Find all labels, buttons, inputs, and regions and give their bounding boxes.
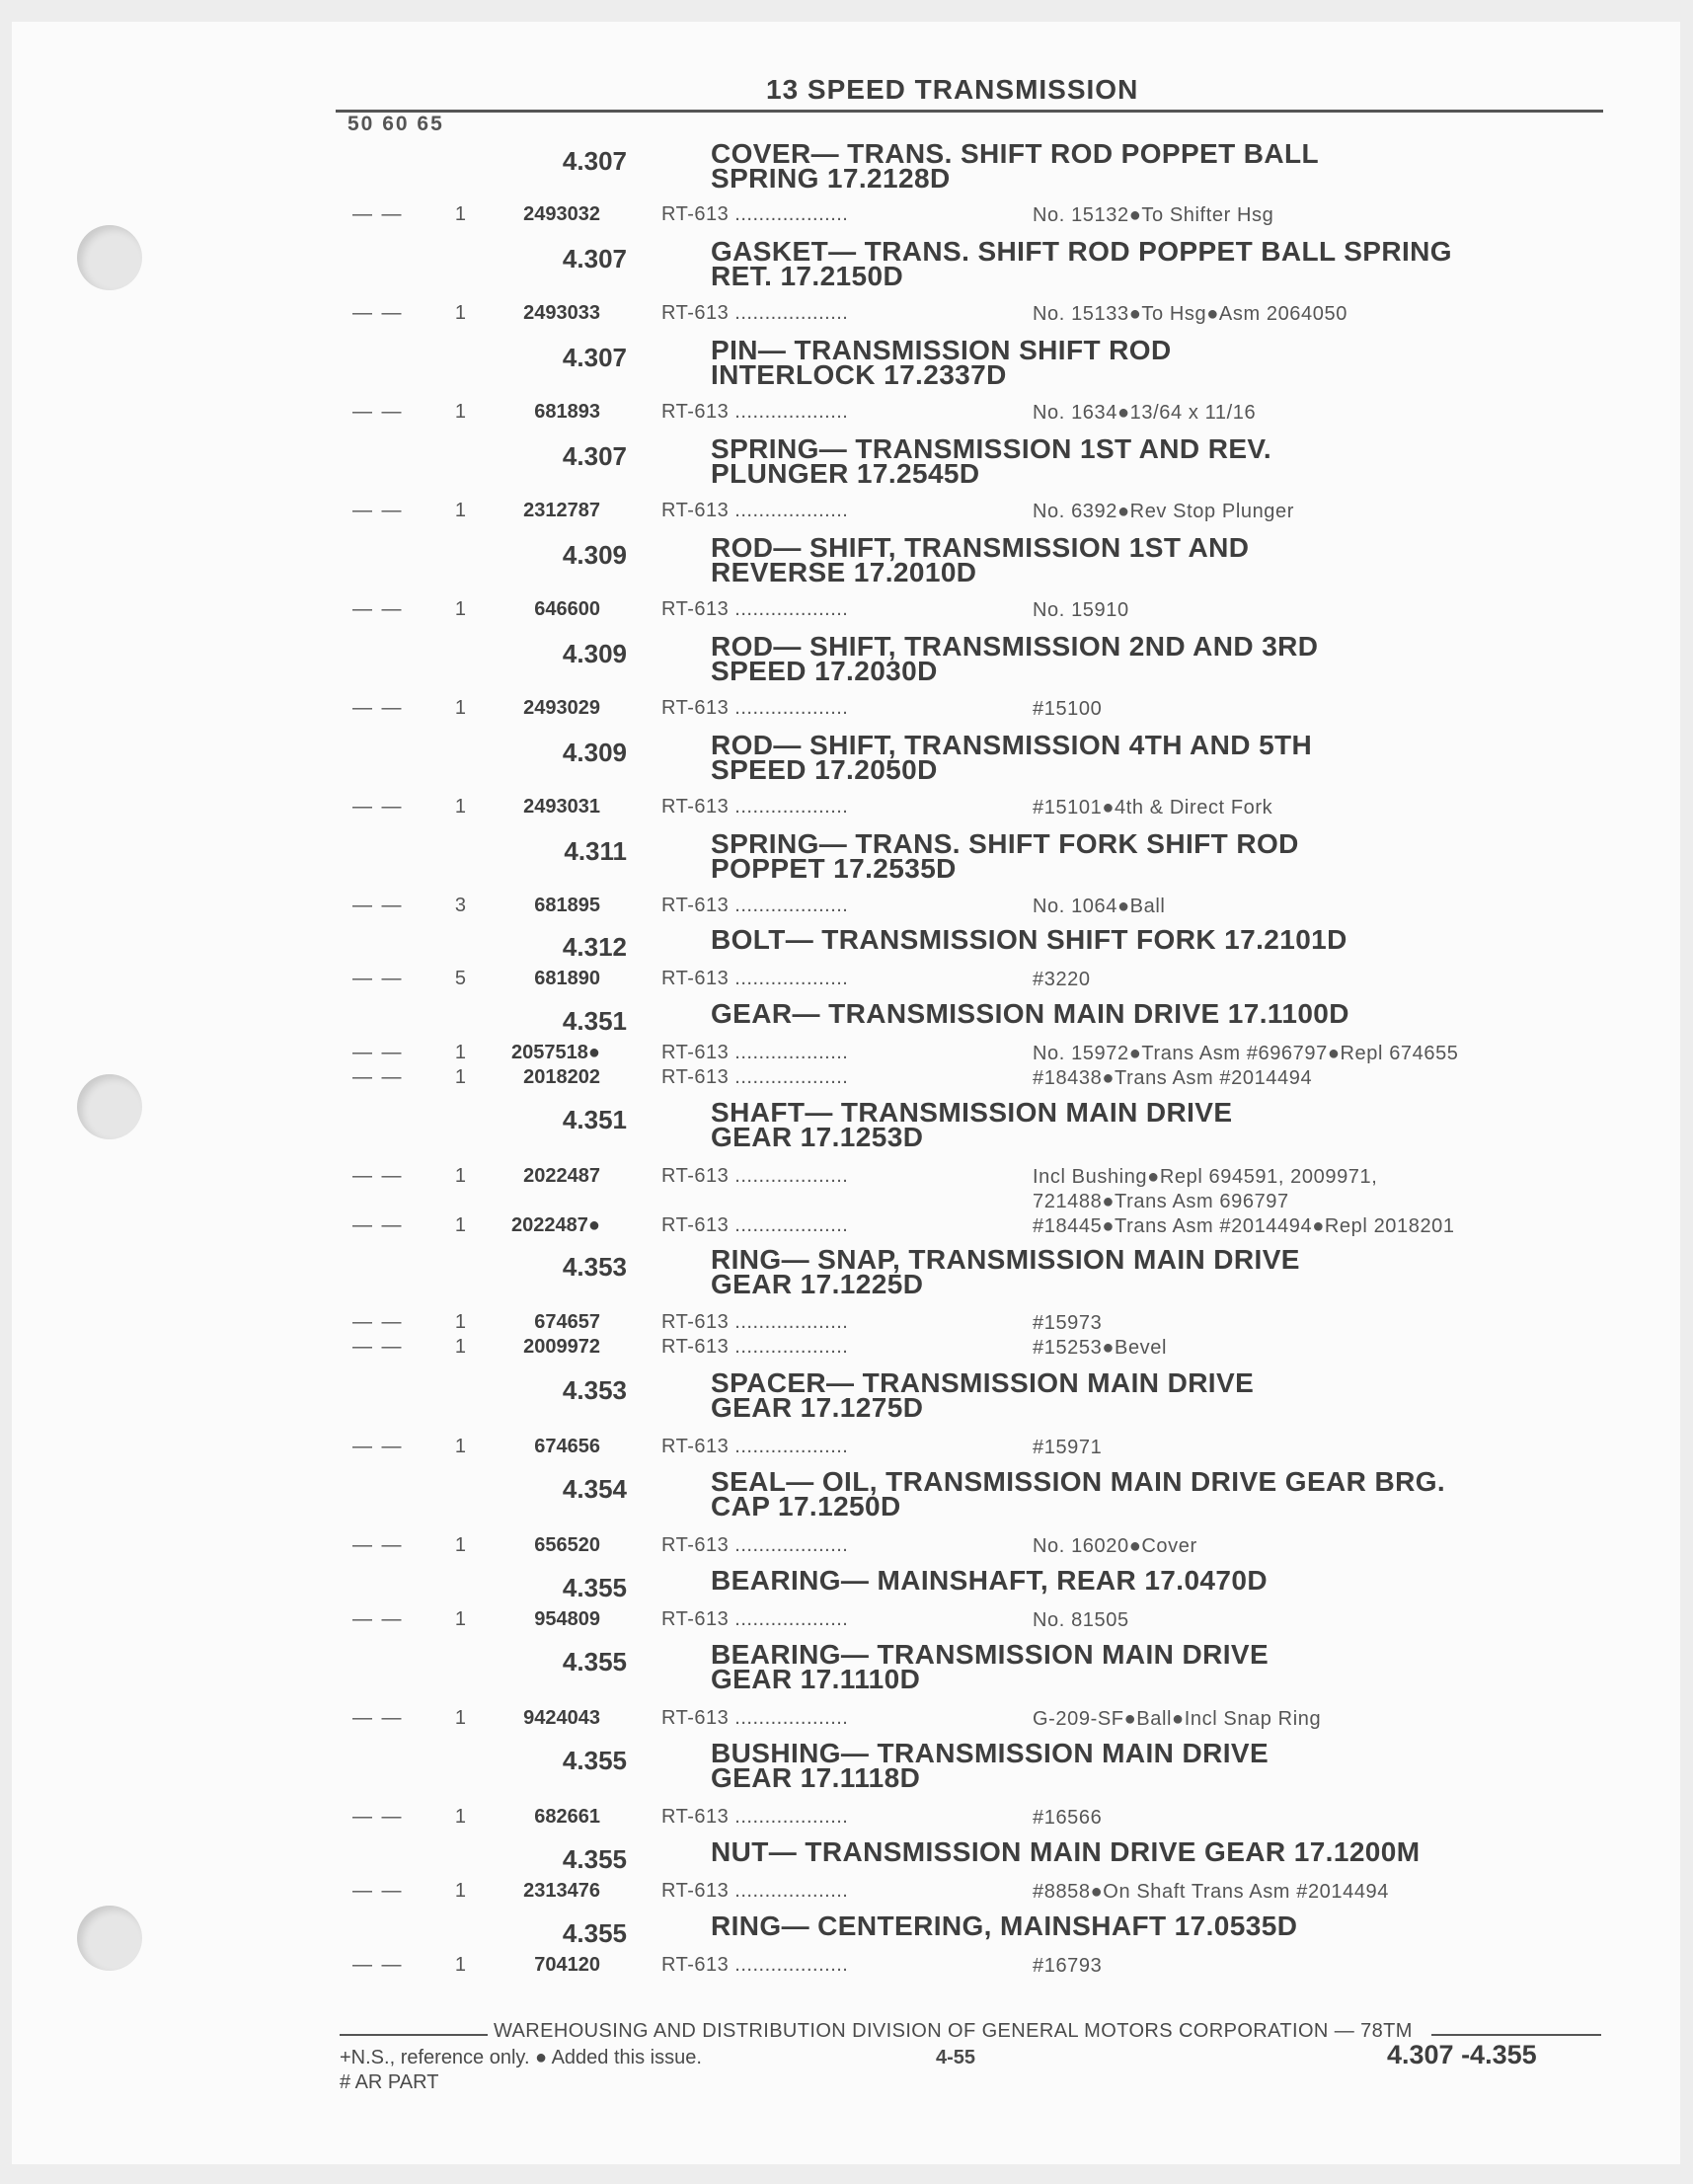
- group-code: 4.353: [562, 1252, 627, 1282]
- year-usage-marks: — —: [352, 302, 404, 324]
- footer-division-line: WAREHOUSING AND DISTRIBUTION DIVISION OF GENERAL MOTORS CORPORATION — 78TM: [494, 2020, 1413, 2042]
- year-usage-marks: — —: [352, 1954, 404, 1976]
- part-row: [0, 1608, 1693, 1633]
- group-code: 4.307: [562, 146, 627, 176]
- year-usage-marks: — —: [352, 1608, 404, 1630]
- part-number: 2018202: [523, 1066, 600, 1088]
- page-number: 4-55: [936, 2047, 976, 2068]
- part-description: #16566: [1033, 1807, 1103, 1829]
- quantity: 1: [454, 1066, 466, 1088]
- year-usage-marks: — —: [352, 1066, 404, 1088]
- part-description: G-209-SF●Ball●Incl Snap Ring: [1033, 1708, 1322, 1730]
- model-reference: RT-613 ...................: [661, 1042, 849, 1063]
- part-row: [0, 500, 1693, 524]
- part-heading: GASKET— TRANS. SHIFT ROD POPPET BALL SPRING RET. 17.2150D: [711, 236, 1452, 291]
- part-description: #8858●On Shaft Trans Asm #2014494: [1033, 1881, 1390, 1903]
- model-reference: RT-613 ...................: [661, 1214, 849, 1236]
- part-row: [0, 598, 1693, 623]
- part-heading: RING— CENTERING, MAINSHAFT 17.0535D: [711, 1911, 1298, 1941]
- part-number: 674657: [534, 1311, 600, 1333]
- part-heading: ROD— SHIFT, TRANSMISSION 4TH AND 5TH SPEED 17.2050D: [711, 730, 1313, 785]
- group-code: 4.351: [562, 1105, 627, 1134]
- quantity: 1: [454, 598, 466, 620]
- model-reference: RT-613 ...................: [661, 968, 849, 989]
- part-number: 681895: [534, 895, 600, 916]
- section-range: 4.307 -4.355: [1387, 2040, 1537, 2069]
- part-description: #15101●4th & Direct Fork: [1033, 797, 1273, 819]
- quantity: 1: [454, 1436, 466, 1457]
- model-reference: RT-613 ...................: [661, 1336, 849, 1358]
- year-usage-marks: — —: [352, 1436, 404, 1457]
- quantity: 1: [454, 1608, 466, 1630]
- quantity: 1: [454, 1806, 466, 1828]
- group-code: 4.309: [562, 639, 627, 668]
- page-title: 13 SPEED TRANSMISSION: [766, 74, 1139, 105]
- model-reference: RT-613 ...................: [661, 1436, 849, 1457]
- part-number: 2313476: [523, 1880, 600, 1902]
- part-heading: ROD— SHIFT, TRANSMISSION 2ND AND 3RD SPEED 17.2030D: [711, 631, 1319, 686]
- part-heading: SPRING— TRANSMISSION 1ST AND REV. PLUNGER 17.2545D: [711, 433, 1272, 489]
- part-heading: COVER— TRANS. SHIFT ROD POPPET BALL SPRING 17.2128D: [711, 138, 1320, 194]
- quantity: 1: [454, 1336, 466, 1358]
- part-number: 2312787: [523, 500, 600, 521]
- year-usage-marks: — —: [352, 1336, 404, 1358]
- year-usage-marks: — —: [352, 1534, 404, 1556]
- part-row: [0, 1165, 1693, 1212]
- part-description: No. 16020●Cover: [1033, 1535, 1197, 1557]
- part-row: [0, 302, 1693, 327]
- group-code: 4.353: [562, 1375, 627, 1405]
- model-reference: RT-613 ...................: [661, 796, 849, 818]
- model-reference: RT-613 ...................: [661, 1806, 849, 1828]
- year-usage-marks: — —: [352, 203, 404, 225]
- part-row: [0, 1880, 1693, 1905]
- part-description: #15973: [1033, 1312, 1103, 1334]
- part-heading: BEARING— TRANSMISSION MAIN DRIVE GEAR 17.1110D: [711, 1639, 1270, 1694]
- part-description: No. 1064●Ball: [1033, 896, 1166, 917]
- quantity: 1: [454, 203, 466, 225]
- part-number: 2493031: [523, 796, 600, 818]
- part-row: [0, 1806, 1693, 1831]
- quantity: 3: [454, 895, 466, 916]
- group-code: 4.309: [562, 540, 627, 570]
- part-heading: SPRING— TRANS. SHIFT FORK SHIFT ROD POPPET 17.2535D: [711, 828, 1299, 884]
- part-row: [0, 1954, 1693, 1979]
- model-reference: RT-613 ...................: [661, 1066, 849, 1088]
- group-code: 4.354: [562, 1474, 627, 1504]
- group-code: 4.311: [564, 836, 627, 866]
- quantity: 1: [454, 796, 466, 818]
- part-heading: SEAL— OIL, TRANSMISSION MAIN DRIVE GEAR BRG. CAP 17.1250D: [711, 1466, 1446, 1521]
- year-usage-marks: — —: [352, 500, 404, 521]
- quantity: 1: [454, 1311, 466, 1333]
- part-heading: BUSHING— TRANSMISSION MAIN DRIVE GEAR 17.1118D: [711, 1738, 1270, 1793]
- year-usage-marks: — —: [352, 697, 404, 719]
- model-reference: RT-613 ...................: [661, 895, 849, 916]
- year-usage-marks: — —: [352, 1214, 404, 1236]
- part-number: 681890: [534, 968, 600, 989]
- part-number: 2493033: [523, 302, 600, 324]
- model-reference: RT-613 ...................: [661, 1534, 849, 1556]
- part-heading: RING— SNAP, TRANSMISSION MAIN DRIVE GEAR 17.1225D: [711, 1244, 1300, 1299]
- model-reference: RT-613 ...................: [661, 598, 849, 620]
- year-usage-marks: — —: [352, 401, 404, 423]
- part-number: 2009972: [523, 1336, 600, 1358]
- year-usage-marks: — —: [352, 1880, 404, 1902]
- year-usage-marks: — —: [352, 895, 404, 916]
- part-description: #16793: [1033, 1955, 1103, 1977]
- quantity: 1: [454, 1880, 466, 1902]
- quantity: 1: [454, 1214, 466, 1236]
- year-usage-marks: — —: [352, 796, 404, 818]
- quantity: 1: [454, 500, 466, 521]
- part-number: 674656: [534, 1436, 600, 1457]
- part-row: [0, 1534, 1693, 1559]
- year-usage-marks: — —: [352, 598, 404, 620]
- quantity: 5: [454, 968, 466, 989]
- part-description: #3220: [1033, 969, 1091, 990]
- part-row: [0, 697, 1693, 722]
- part-description: No. 1634●13/64 x 11/16: [1033, 402, 1257, 424]
- year-usage-marks: — —: [352, 1707, 404, 1729]
- part-number: 646600: [534, 598, 600, 620]
- part-description: #18438●Trans Asm #2014494: [1033, 1067, 1313, 1089]
- footer-ar-note: # AR PART: [340, 2071, 439, 2093]
- group-code: 4.355: [562, 1573, 627, 1602]
- quantity: 1: [454, 1165, 466, 1187]
- part-number: 2022487●: [511, 1214, 600, 1236]
- part-row: [0, 1066, 1693, 1091]
- group-code: 4.312: [562, 932, 627, 962]
- part-row: [0, 1436, 1693, 1460]
- part-row: [0, 203, 1693, 228]
- part-number: 656520: [534, 1534, 600, 1556]
- group-code: 4.355: [562, 1746, 627, 1775]
- part-number: 704120: [534, 1954, 600, 1976]
- year-usage-marks: — —: [352, 1806, 404, 1828]
- group-code: 4.355: [562, 1918, 627, 1948]
- group-code: 4.355: [562, 1844, 627, 1874]
- part-row: [0, 1311, 1693, 1336]
- group-code: 4.307: [562, 343, 627, 372]
- model-reference: RT-613 ...................: [661, 1880, 849, 1902]
- part-description: #18445●Trans Asm #2014494●Repl 2018201: [1033, 1215, 1455, 1237]
- part-description: #15971: [1033, 1437, 1103, 1458]
- quantity: 1: [454, 1954, 466, 1976]
- model-reference: RT-613 ...................: [661, 1608, 849, 1630]
- part-row: [0, 1042, 1693, 1066]
- group-code: 4.355: [562, 1647, 627, 1677]
- part-description: #15253●Bevel: [1033, 1337, 1168, 1359]
- part-row: [0, 401, 1693, 426]
- part-heading: SPACER— TRANSMISSION MAIN DRIVE GEAR 17.1275D: [711, 1367, 1255, 1423]
- part-description: #15100: [1033, 698, 1103, 720]
- year-usage-marks: — —: [352, 1311, 404, 1333]
- group-code: 4.307: [562, 441, 627, 471]
- footer-rule-right: [1431, 2034, 1601, 2036]
- part-description: No. 15133●To Hsg●Asm 2064050: [1033, 303, 1347, 325]
- part-heading: BEARING— MAINSHAFT, REAR 17.0470D: [711, 1565, 1268, 1596]
- part-number: 2493029: [523, 697, 600, 719]
- group-code: 4.351: [562, 1006, 627, 1036]
- quantity: 1: [454, 302, 466, 324]
- part-heading: NUT— TRANSMISSION MAIN DRIVE GEAR 17.1200M: [711, 1836, 1421, 1867]
- model-reference: RT-613 ...................: [661, 1165, 849, 1187]
- part-number: 681893: [534, 401, 600, 423]
- model-reference: RT-613 ...................: [661, 1954, 849, 1976]
- model-reference: RT-613 ...................: [661, 1311, 849, 1333]
- part-description: No. 81505: [1033, 1609, 1129, 1631]
- group-code: 4.309: [562, 738, 627, 767]
- year-usage-marks: — —: [352, 1165, 404, 1187]
- model-reference: RT-613 ...................: [661, 1707, 849, 1729]
- part-heading: SHAFT— TRANSMISSION MAIN DRIVE GEAR 17.1253D: [711, 1097, 1233, 1152]
- part-number: 9424043: [523, 1707, 600, 1729]
- part-number: 682661: [534, 1806, 600, 1828]
- quantity: 1: [454, 697, 466, 719]
- year-usage-marks: — —: [352, 1042, 404, 1063]
- model-reference: RT-613 ...................: [661, 203, 849, 225]
- part-row: [0, 895, 1693, 919]
- part-number: 2057518●: [511, 1042, 600, 1063]
- footer-legend: +N.S., reference only. ● Added this issue.: [340, 2047, 702, 2068]
- part-row: [0, 1336, 1693, 1361]
- model-reference: RT-613 ...................: [661, 500, 849, 521]
- part-description: Incl Bushing●Repl 694591, 2009971, 721488●Trans Asm 696797: [1033, 1166, 1378, 1212]
- part-description: No. 15132●To Shifter Hsg: [1033, 204, 1274, 226]
- year-columns-header: 50 60 65: [347, 113, 444, 135]
- part-row: [0, 796, 1693, 820]
- part-heading: BOLT— TRANSMISSION SHIFT FORK 17.2101D: [711, 924, 1347, 955]
- group-code: 4.307: [562, 244, 627, 273]
- part-number: 954809: [534, 1608, 600, 1630]
- model-reference: RT-613 ...................: [661, 401, 849, 423]
- part-number: 2493032: [523, 203, 600, 225]
- model-reference: RT-613 ...................: [661, 697, 849, 719]
- part-description: No. 15910: [1033, 599, 1129, 621]
- quantity: 1: [454, 1707, 466, 1729]
- part-heading: ROD— SHIFT, TRANSMISSION 1ST AND REVERSE 17.2010D: [711, 532, 1250, 587]
- part-description: No. 6392●Rev Stop Plunger: [1033, 501, 1295, 522]
- part-row: [0, 1707, 1693, 1732]
- part-number: 2022487: [523, 1165, 600, 1187]
- part-row: [0, 1214, 1693, 1239]
- year-usage-marks: — —: [352, 968, 404, 989]
- model-reference: RT-613 ...................: [661, 302, 849, 324]
- part-row: [0, 968, 1693, 992]
- quantity: 1: [454, 401, 466, 423]
- part-heading: GEAR— TRANSMISSION MAIN DRIVE 17.1100D: [711, 998, 1349, 1029]
- quantity: 1: [454, 1042, 466, 1063]
- part-description: No. 15972●Trans Asm #696797●Repl 674655: [1033, 1043, 1459, 1064]
- part-heading: PIN— TRANSMISSION SHIFT ROD INTERLOCK 17.2337D: [711, 335, 1172, 390]
- quantity: 1: [454, 1534, 466, 1556]
- footer-rule-left: [340, 2034, 488, 2036]
